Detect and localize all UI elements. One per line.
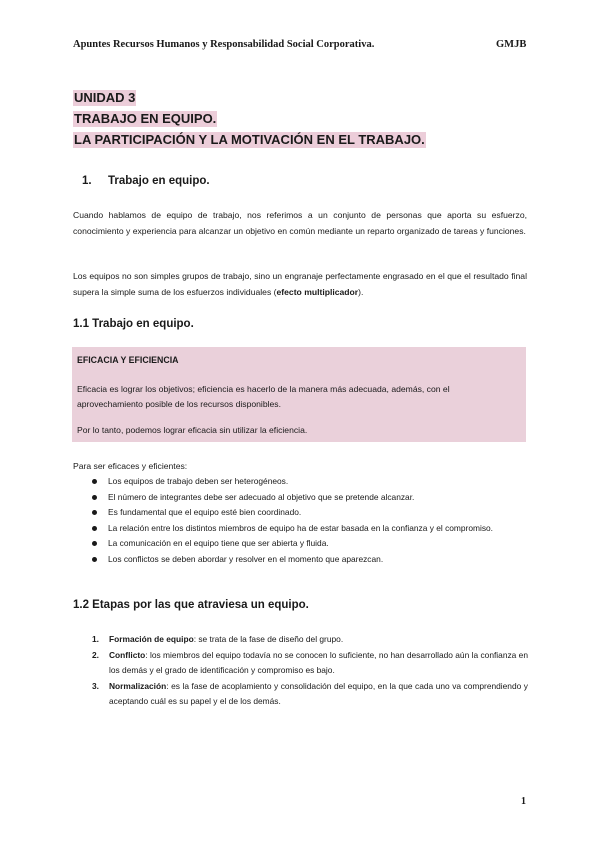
list-intro: Para ser eficaces y eficientes: [73,461,188,471]
list-item [73,505,530,521]
list-item-text: El número de integrantes debe ser adecuado al objetivo que se pretende alcanzar. [108,491,415,502]
stage-item [73,632,528,648]
stage-term: Conflicto [109,649,146,660]
section-1-2-heading: 1.2 Etapas por las que atraviesa un equipo. [73,599,309,611]
document-header-initials: GMJB [496,39,527,50]
document-header-title: Apuntes Recursos Humanos y Responsabilidad Social Corporativa. [73,39,375,50]
stage-text: : los miembros del equipo todavía no se conocen lo suficiente, no han desarrollado aún la confianza en los demás y el grado de identificación y compromiso es bajo. [109,649,528,676]
paragraph-team-definition: Cuando hablamos de equipo de trabajo, nos referimos a un conjunto de personas que aporta su esfuerzo, conocimiento y experiencia para alcanzar un objetivo en común mediante un reparto organizado de tareas y funciones. [73,210,527,236]
list-item [73,490,530,506]
stages-list [73,632,528,710]
definition-box [72,347,526,442]
list-item-text: La relación entre los distintos miembros de equipo ha de estar basada en la confianza y el compromiso. [108,522,494,533]
box-title: EFICACIA Y EFICIENCIA [77,355,179,365]
bullet-icon [92,495,97,500]
stage-item [73,648,528,679]
bullet-icon [92,479,97,484]
stage-text: : es la fase de acoplamiento y consolidación del equipo, en la que cada uno va comprendiendo y aceptando cuál es su papel y el de los demás. [109,680,528,707]
list-item-text: Los equipos de trabajo deben ser heterogéneos. [108,476,289,486]
box-line-1: Eficacia es lograr los objetivos; eficiencia es hacerlo de la manera más adecuada, además, con el [77,384,450,394]
stage-item [73,679,528,710]
page-number: 1 [521,796,526,807]
bullet-icon [92,510,97,515]
stage-term: Normalización [109,680,167,691]
list-item [73,552,530,568]
list-item [73,521,530,537]
box-line-3: Por lo tanto, podemos lograr eficacia sin utilizar la eficiencia. [77,425,308,435]
paragraph-text: Los equipos no son simples grupos de trabajo, sino un engranaje perfectamente engrasado en el que el resultado final supera la simple suma de los esfuerzos individuales ( [73,271,527,297]
list-item [73,536,530,552]
bullet-icon [92,526,97,531]
requirements-list [73,474,530,568]
list-item-text: Es fundamental que el equipo esté bien coordinado. [108,507,302,518]
stage-number: 2. [92,649,99,660]
list-item [73,474,530,490]
list-item-text: La comunicación en el equipo tiene que ser abierta y fluida. [108,538,329,549]
emphasis-term: efecto multiplicador [276,287,359,297]
stage-text: : se trata de la fase de diseño del grupo. [193,634,344,644]
list-item-text: Los conflictos se deben abordar y resolver en el momento que aparezcan. [108,553,384,564]
bullet-icon [92,557,97,562]
unit-title: UNIDAD 3 [74,90,136,105]
stage-number: 1. [92,634,99,644]
stage-term: Formación de equipo [109,634,194,644]
paragraph-text-end: ). [358,287,364,297]
section-1-number: 1. [82,175,92,187]
unit-subtitle: TRABAJO EN EQUIPO. [74,111,217,126]
section-1-1-heading: 1.1 Trabajo en equipo. [73,318,194,330]
bullet-icon [92,541,97,546]
unit-topic: LA PARTICIPACIÓN Y LA MOTIVACIÓN EN EL TRABAJO. [74,132,425,147]
box-line-2: aprovechamiento posible de los recursos disponibles. [77,399,281,409]
section-1-heading: Trabajo en equipo. [108,175,210,187]
stage-number: 3. [92,680,99,691]
paragraph-team-vs-group [73,268,527,300]
